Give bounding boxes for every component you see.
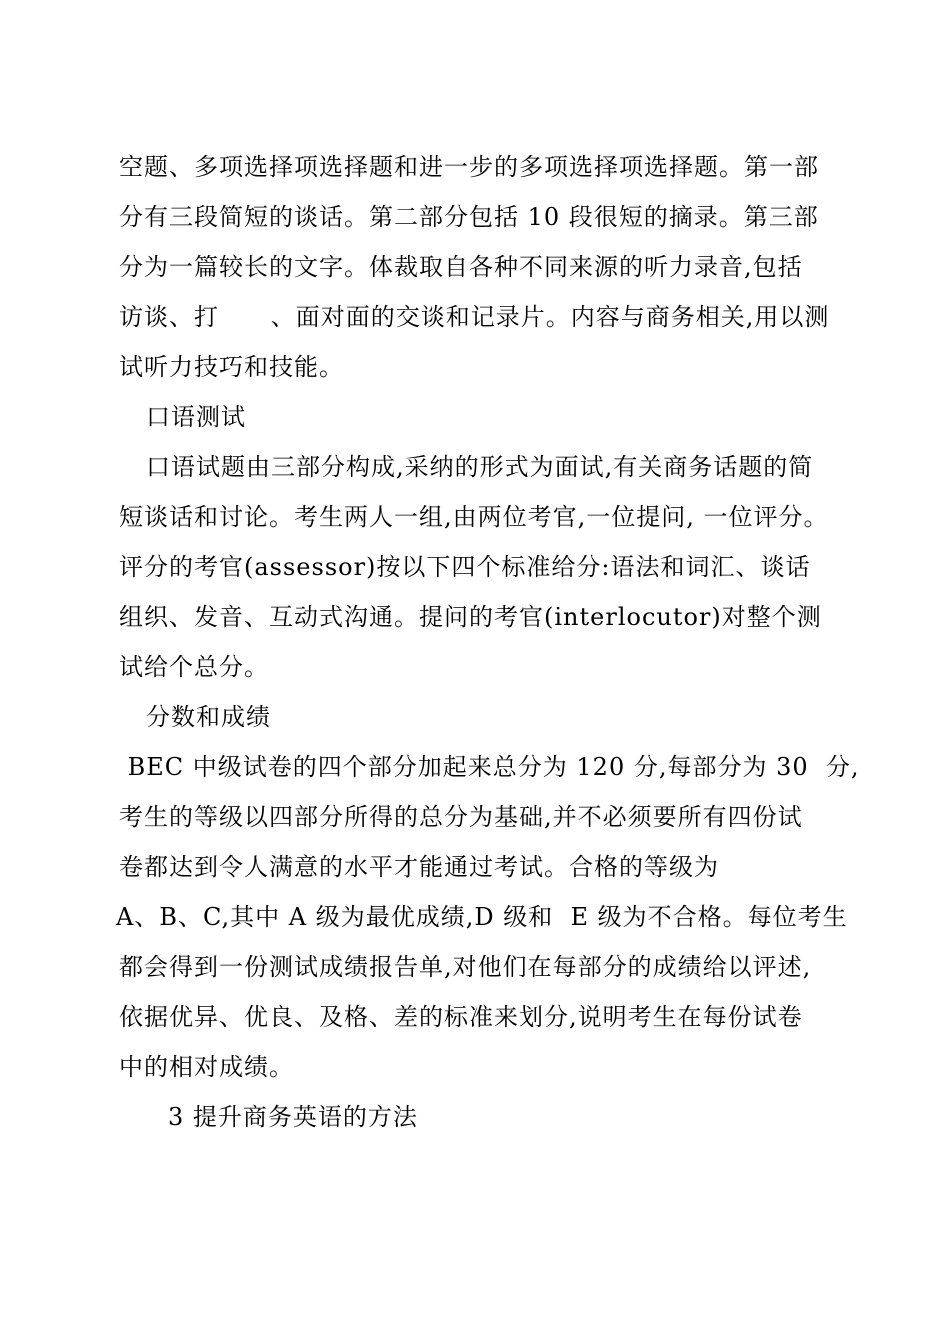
body-text-line: A、B、C,其中 A 级为最优成绩,D 级和 E 级为不合格。每位考生 bbox=[116, 903, 848, 931]
body-text-line: 口语试题由三部分构成,采纳的形式为面试,有关商务话题的简 bbox=[146, 453, 814, 481]
body-text-line: 依据优异、优良、及格、差的标准来划分,说明考生在每份试卷 bbox=[119, 1003, 803, 1031]
body-text-line: 试听力技巧和技能。 bbox=[119, 353, 344, 381]
body-text-line: 分有三段简短的谈话。第二部分包括 10 段很短的摘录。第三部 bbox=[119, 203, 819, 231]
body-text-line: BEC 中级试卷的四个部分加起来总分为 120 分,每部分为 30 分, bbox=[119, 753, 860, 781]
section-heading-oral-test: 口语测试 bbox=[146, 403, 246, 431]
body-text-line: 组织、发音、互动式沟通。提问的考官(interlocutor)对整个测 bbox=[119, 603, 822, 631]
body-text-line: 试给个总分。 bbox=[119, 653, 269, 681]
body-text-line: 卷都达到令人满意的水平才能通过考试。合格的等级为 bbox=[119, 853, 719, 881]
section-heading-methods: 3 提升商务英语的方法 bbox=[168, 1103, 418, 1131]
body-text-line: 中的相对成绩。 bbox=[119, 1053, 294, 1081]
body-text-line: 短谈话和讨论。考生两人一组,由两位考官,一位提问, 一位评分。 bbox=[119, 503, 829, 531]
body-text-line: 评分的考官(assessor)按以下四个标准给分:语法和词汇、谈话 bbox=[119, 553, 811, 581]
body-text-line: 访谈、打 、面对面的交谈和记录片。内容与商务相关,用以测 bbox=[119, 303, 830, 331]
body-text-line: 空题、多项选择项选择题和进一步的多项选择项选择题。第一部 bbox=[119, 153, 819, 181]
body-text-line: 分为一篇较长的文字。体裁取自各种不同来源的听力录音,包括 bbox=[119, 253, 803, 281]
body-text-line: 考生的等级以四部分所得的总分为基础,并不必须要所有四份试 bbox=[119, 803, 803, 831]
body-text-line: 都会得到一份测试成绩报告单,对他们在每部分的成绩给以评述, bbox=[119, 953, 812, 981]
section-heading-scores: 分数和成绩 bbox=[146, 703, 271, 731]
